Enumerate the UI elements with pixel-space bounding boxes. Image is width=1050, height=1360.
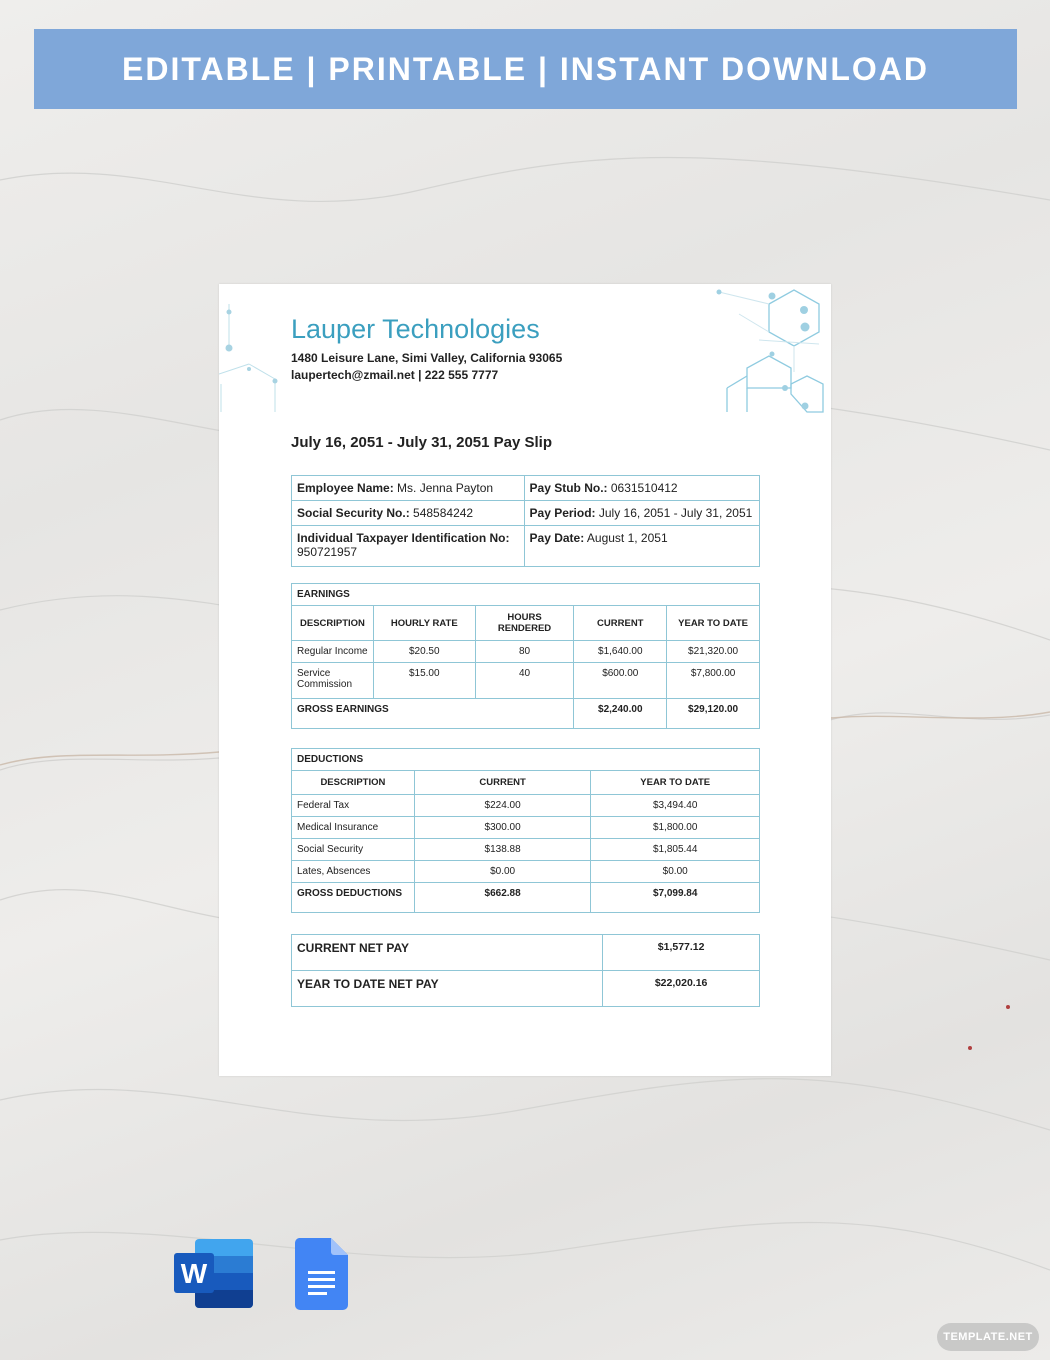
net-pay-table xyxy=(291,934,760,1007)
table-row xyxy=(292,476,760,501)
earnings-table xyxy=(291,583,760,729)
hexagon-decoration-right xyxy=(699,284,831,414)
deduction-description: Social Security xyxy=(292,839,415,861)
table-row xyxy=(292,935,760,971)
itin-label: Individual Taxpayer Identification No: xyxy=(297,531,510,545)
feature-banner: EDITABLE | PRINTABLE | INSTANT DOWNLOAD xyxy=(34,29,1017,109)
svg-text:W: W xyxy=(180,1258,208,1289)
ytd-amount: $3,494.40 xyxy=(591,795,760,817)
column-header: YEAR TO DATE xyxy=(667,606,760,641)
current-amount: $1,640.00 xyxy=(574,641,667,663)
earning-description: Regular Income xyxy=(292,641,374,663)
deduction-description: Lates, Absences xyxy=(292,861,415,883)
current-amount: $600.00 xyxy=(574,663,667,699)
gross-earnings-label: GROSS EARNINGS xyxy=(292,699,574,729)
pay-period-value: July 16, 2051 - July 31, 2051 xyxy=(595,506,753,520)
hours-rendered: 80 xyxy=(475,641,574,663)
column-header: CURRENT xyxy=(574,606,667,641)
deductions-title: DEDUCTIONS xyxy=(292,749,760,771)
current-amount: $138.88 xyxy=(414,839,591,861)
gross-earnings-row xyxy=(292,699,760,729)
company-address: 1480 Leisure Lane, Simi Valley, California 93065 xyxy=(291,351,563,365)
gross-deductions-row xyxy=(292,883,760,913)
company-name: Lauper Technologies xyxy=(291,314,540,344)
google-docs-icon xyxy=(295,1238,348,1310)
pay-date-label: Pay Date: xyxy=(529,531,585,545)
current-amount: $0.00 xyxy=(414,861,591,883)
ssn-value: 548584242 xyxy=(409,506,474,520)
table-row xyxy=(292,501,760,526)
ssn-label: Social Security No.: xyxy=(297,506,410,520)
column-header: DESCRIPTION xyxy=(292,771,415,795)
table-row xyxy=(292,795,760,817)
current-amount: $300.00 xyxy=(414,817,591,839)
ytd-amount: $7,800.00 xyxy=(667,663,760,699)
gross-deductions-ytd: $7,099.84 xyxy=(591,883,760,913)
table-row xyxy=(292,839,760,861)
ytd-net-pay-value: $22,020.16 xyxy=(603,971,760,1007)
ytd-amount: $1,805.44 xyxy=(591,839,760,861)
microsoft-word-icon xyxy=(173,1238,255,1309)
payslip-page xyxy=(219,284,831,1076)
table-row xyxy=(292,641,760,663)
itin-value: 950721957 xyxy=(297,545,358,559)
table-row xyxy=(292,861,760,883)
gross-earnings-current: $2,240.00 xyxy=(574,699,667,729)
table-row xyxy=(292,817,760,839)
pay-stub-cell xyxy=(524,476,759,501)
current-amount: $224.00 xyxy=(414,795,591,817)
company-contact: laupertech@zmail.net | 222 555 7777 xyxy=(291,368,499,382)
itin-cell xyxy=(292,526,525,567)
pay-stub-value: 0631510412 xyxy=(607,481,678,495)
current-net-pay-value: $1,577.12 xyxy=(603,935,760,971)
template-watermark: TEMPLATE.NET xyxy=(937,1323,1039,1351)
pay-slip-title: July 16, 2051 - July 31, 2051 Pay Slip xyxy=(291,434,552,451)
ytd-amount: $21,320.00 xyxy=(667,641,760,663)
ytd-amount: $0.00 xyxy=(591,861,760,883)
column-header: HOURLY RATE xyxy=(373,606,475,641)
column-header: DESCRIPTION xyxy=(292,606,374,641)
earnings-title: EARNINGS xyxy=(292,584,760,606)
earnings-column-headers xyxy=(292,606,760,641)
hourly-rate: $20.50 xyxy=(373,641,475,663)
deductions-column-headers xyxy=(292,771,760,795)
employee-name-cell xyxy=(292,476,525,501)
pay-period-cell xyxy=(524,501,759,526)
pay-date-value: August 1, 2051 xyxy=(584,531,668,545)
pay-period-label: Pay Period: xyxy=(529,506,596,520)
earnings-header-row xyxy=(292,584,760,606)
current-net-pay-label: CURRENT NET PAY xyxy=(292,935,603,971)
column-header: YEAR TO DATE xyxy=(591,771,760,795)
ytd-net-pay-label: YEAR TO DATE NET PAY xyxy=(292,971,603,1007)
deduction-description: Federal Tax xyxy=(292,795,415,817)
gross-earnings-ytd: $29,120.00 xyxy=(667,699,760,729)
gross-deductions-label: GROSS DEDUCTIONS xyxy=(292,883,415,913)
pay-stub-label: Pay Stub No.: xyxy=(529,481,608,495)
hours-rendered: 40 xyxy=(475,663,574,699)
table-row xyxy=(292,971,760,1007)
hourly-rate: $15.00 xyxy=(373,663,475,699)
table-row xyxy=(292,526,760,567)
ytd-amount: $1,800.00 xyxy=(591,817,760,839)
hexagon-decoration-left xyxy=(219,304,279,414)
employee-name-value: Ms. Jenna Payton xyxy=(393,481,494,495)
deductions-table xyxy=(291,748,760,913)
column-header: HOURS RENDERED xyxy=(475,606,574,641)
gross-deductions-current: $662.88 xyxy=(414,883,591,913)
pay-date-cell xyxy=(524,526,759,567)
column-header: CURRENT xyxy=(414,771,591,795)
earning-description: Service Commission xyxy=(292,663,374,699)
deductions-header-row xyxy=(292,749,760,771)
table-row xyxy=(292,663,760,699)
deduction-description: Medical Insurance xyxy=(292,817,415,839)
employee-name-label: Employee Name: xyxy=(297,481,394,495)
employee-info-table xyxy=(291,475,760,567)
ssn-cell xyxy=(292,501,525,526)
